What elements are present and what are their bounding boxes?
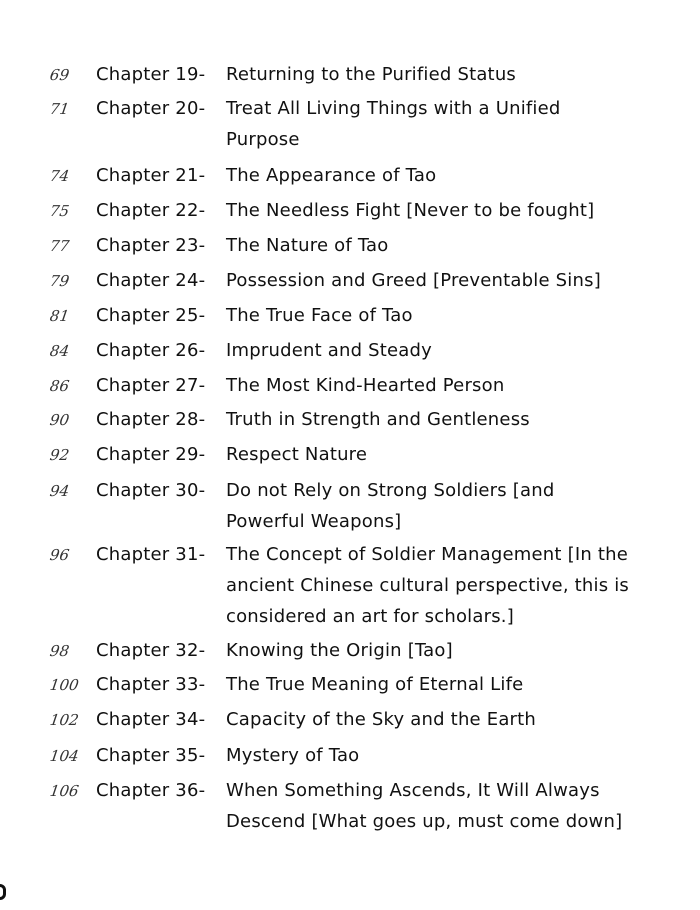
page-number: 81 (48, 307, 71, 325)
chapter-label: Chapter 36- (96, 780, 206, 801)
page-number: 106 (48, 782, 80, 800)
chapter-title: Capacity of the Sky and the Earth (226, 709, 537, 730)
page-number: 84 (48, 342, 71, 360)
page-number: 92 (48, 446, 71, 464)
chapter-label: Chapter 35- (96, 745, 206, 766)
chapter-title: The Nature of Tao (226, 235, 389, 256)
page-number: 102 (48, 711, 80, 729)
chapter-title: The Most Kind-Hearted Person (226, 375, 505, 396)
page-number: 75 (48, 202, 71, 220)
page-number: 69 (48, 66, 71, 84)
chapter-label: Chapter 28- (96, 409, 206, 430)
chapter-title: The Needless Fight [Never to be fought] (226, 200, 595, 221)
chapter-title: Treat All Living Things with a Unified Purpose (226, 98, 561, 150)
chapter-label: Chapter 32- (96, 640, 206, 661)
page-number: 77 (48, 237, 71, 255)
page-edge-mark (0, 884, 6, 900)
chapter-label: Chapter 21- (96, 165, 206, 186)
chapter-title: Truth in Strength and Gentleness (226, 409, 530, 430)
page-number: 71 (48, 100, 71, 118)
chapter-label: Chapter 33- (96, 674, 206, 695)
chapter-title: Returning to the Purified Status (226, 64, 517, 85)
chapter-title: Respect Nature (226, 444, 368, 465)
chapter-label: Chapter 29- (96, 444, 206, 465)
chapter-label: Chapter 19- (96, 64, 206, 85)
chapter-label: Chapter 31- (96, 544, 206, 565)
chapter-title: The Appearance of Tao (226, 165, 437, 186)
page-number: 86 (48, 377, 71, 395)
page-number: 98 (48, 642, 71, 660)
chapter-title: The Concept of Soldier Management [In the ancient Chinese cultural perspective, this is considered an art for scholars.] (226, 544, 630, 627)
page-number: 94 (48, 482, 71, 500)
chapter-title: Imprudent and Steady (226, 340, 433, 361)
page-number: 90 (48, 411, 71, 429)
page-number: 96 (48, 546, 71, 564)
chapter-label: Chapter 26- (96, 340, 206, 361)
chapter-label: Chapter 24- (96, 270, 206, 291)
chapter-label: Chapter 22- (96, 200, 206, 221)
chapter-title: Possession and Greed [Preventable Sins] (226, 270, 601, 291)
chapter-label: Chapter 23- (96, 235, 206, 256)
chapter-title: The True Face of Tao (226, 305, 413, 326)
chapter-title: Knowing the Origin [Tao] (226, 640, 453, 661)
chapter-title: When Something Ascends, It Will Always Descend [What goes up, must come down] (226, 780, 623, 832)
page-number: 100 (48, 676, 80, 694)
chapter-label: Chapter 25- (96, 305, 206, 326)
chapter-label: Chapter 20- (96, 98, 206, 119)
chapter-title: Mystery of Tao (226, 745, 360, 766)
chapter-label: Chapter 27- (96, 375, 206, 396)
chapter-label: Chapter 30- (96, 480, 206, 501)
chapter-label: Chapter 34- (96, 709, 206, 730)
chapter-title: The True Meaning of Eternal Life (226, 674, 524, 695)
page-number: 74 (48, 167, 71, 185)
page-number: 104 (48, 747, 80, 765)
page-number: 79 (48, 272, 71, 290)
chapter-title: Do not Rely on Strong Soldiers [and Powerful Weapons] (226, 480, 555, 532)
